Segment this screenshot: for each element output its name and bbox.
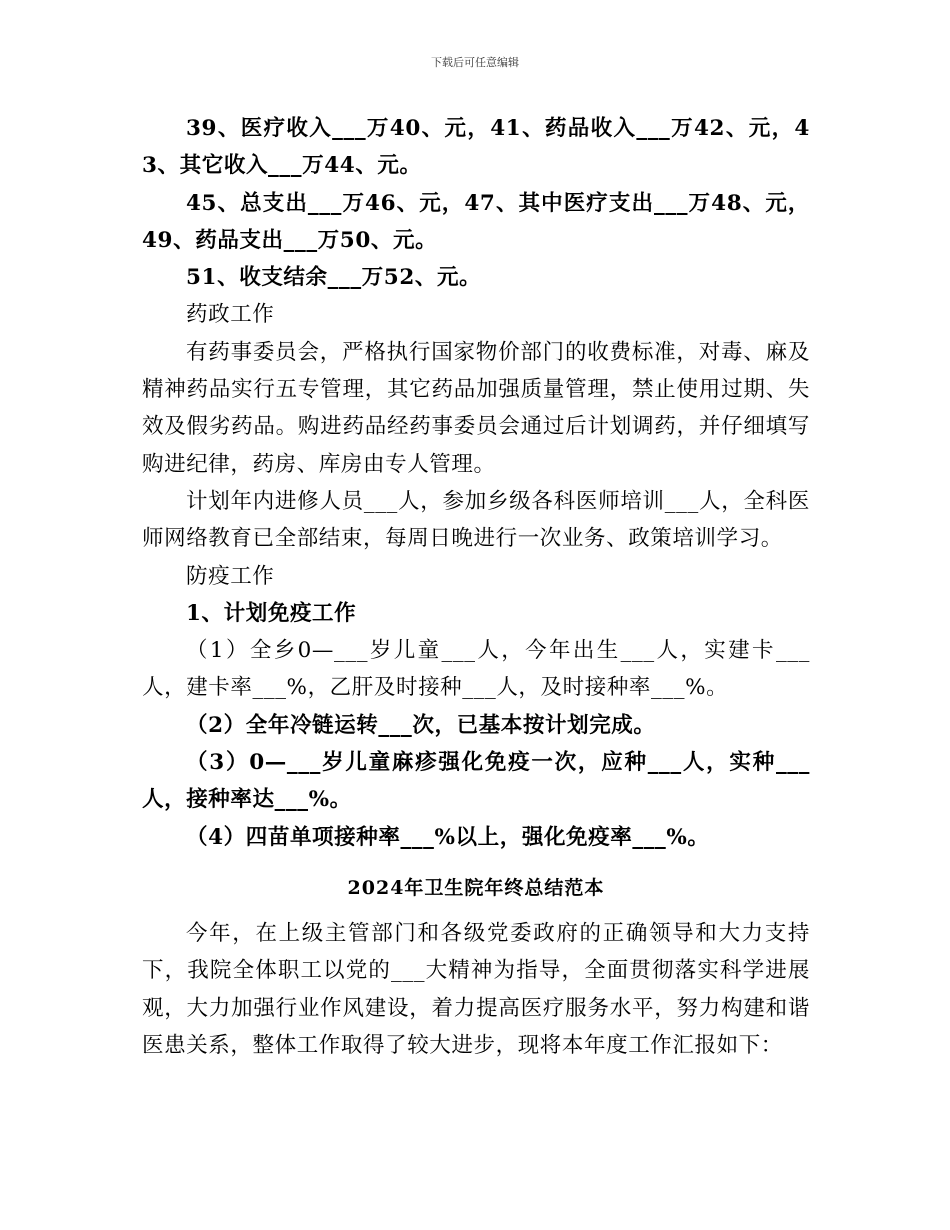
paragraph-medical-income: 39、医疗收入___万40、元，41、药品收入___万42、元，43、其它收入___万44、元。 (142, 116, 810, 179)
heading-immunization: 1、计划免疫工作 (186, 600, 357, 626)
paragraph-immunization-4: （4）四苗单项接种率___%以上，强化免疫率___%。 (186, 824, 710, 850)
document-body (142, 110, 810, 1064)
paragraph-immunization-3: （3）0—___岁儿童麻疹强化免疫一次，应种___人，实种___人，接种率达___%。 (142, 750, 810, 813)
paragraph-total-expense: 45、总支出___万46、元，47、其中医疗支出___万48、元，49、药品支出___万50、元。 (142, 190, 810, 253)
section-title: 2024年卫生院年终总结范本 (347, 876, 605, 899)
paragraph-immunization-2: （2）全年冷链运转___次，已基本按计划完成。 (186, 712, 656, 738)
paragraph-balance: 51、收支结余___万52、元。 (186, 265, 482, 291)
paragraph-pharmacy-management: 有药事委员会，严格执行国家物价部门的收费标准，对毒、麻及精神药品实行五专管理，其它药品加强质量管理，禁止使用过期、失效及假劣药品。购进药品经药事委员会通过后计划调药，并仔细填写购进纪律，药房、库房由专人管理。 (142, 339, 810, 477)
heading-epidemic-prevention: 防疫工作 (186, 563, 275, 589)
paragraph-training: 计划年内进修人员___人，参加乡级各科医师培训___人，全科医师网络教育已全部结束，每周日晚进行一次业务、政策培训学习。 (142, 488, 810, 552)
paragraph-summary-intro: 今年，在上级主管部门和各级党委政府的正确领导和大力支持下，我院全体职工以党的___大精神为指导，全面贯彻落实科学进展观，大力加强行业作风建设，着力提高医疗服务水平，努力构建和谐医患关系，整体工作取得了较大进步，现将本年度工作汇报如下： (142, 920, 810, 1058)
heading-pharmacy-work: 药政工作 (186, 302, 275, 328)
header-note: 下载后可任意编辑 (431, 56, 519, 69)
paragraph-immunization-1: （1）全乡0—___岁儿童___人，今年出生___人，实建卡___人，建卡率___%，乙肝及时接种___人，及时接种率___%。 (142, 638, 810, 701)
